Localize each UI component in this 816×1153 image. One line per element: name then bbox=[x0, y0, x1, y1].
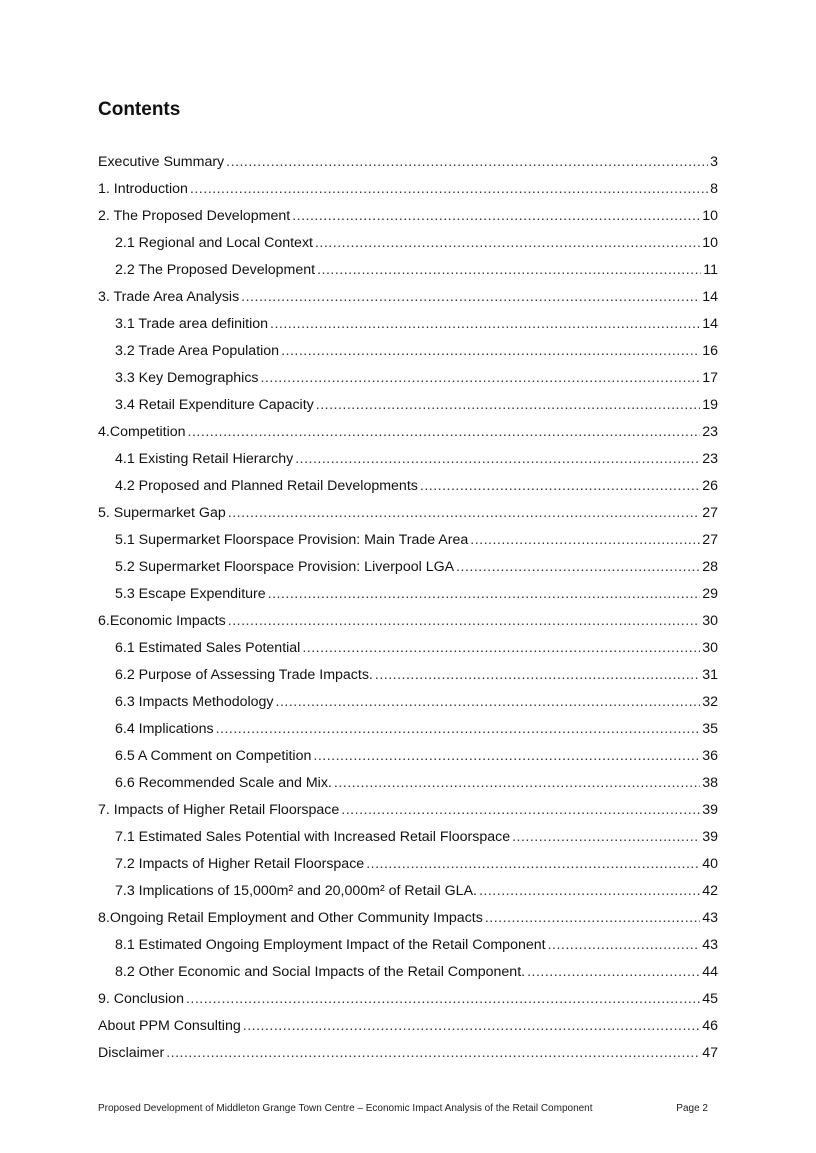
toc-entry-page-number: 43 bbox=[702, 910, 718, 926]
toc-entry[interactable] bbox=[98, 932, 718, 959]
toc-entry-page-number: 39 bbox=[702, 802, 718, 818]
toc-dot-leader bbox=[268, 581, 701, 608]
toc-dot-leader bbox=[243, 1013, 700, 1040]
toc-entry-label: 8.1 Estimated Ongoing Employment Impact of the Retail Component bbox=[115, 937, 546, 953]
toc-entry[interactable] bbox=[98, 1013, 718, 1040]
toc-entry[interactable] bbox=[98, 257, 718, 284]
toc-entry-label: 3.1 Trade area definition bbox=[115, 316, 269, 332]
footer-text: Proposed Development of Middleton Grange Town Centre – Economic Impact Analysis of the Retail Component bbox=[98, 1103, 593, 1114]
toc-entry[interactable] bbox=[98, 581, 718, 608]
toc-entry-page-number: 35 bbox=[702, 721, 718, 737]
toc-entry[interactable] bbox=[98, 527, 718, 554]
footer-page-number: Page 2 bbox=[676, 1103, 708, 1114]
toc-entry-page-number: 27 bbox=[702, 505, 718, 521]
toc-entry-label: 6.4 Implications bbox=[115, 721, 214, 737]
toc-entry-page-number: 29 bbox=[702, 586, 718, 602]
toc-dot-leader bbox=[313, 743, 700, 770]
toc-entry-page-number: 40 bbox=[702, 856, 718, 872]
toc-entry-page-number: 23 bbox=[702, 424, 718, 440]
toc-entry-page-number: 28 bbox=[702, 559, 718, 575]
toc-entry-label: 7. Impacts of Higher Retail Floorspace bbox=[98, 802, 340, 818]
toc-entry-page-number: 27 bbox=[702, 532, 718, 548]
toc-dot-leader bbox=[276, 689, 701, 716]
toc-dot-leader bbox=[188, 419, 701, 446]
toc-entry-label: 6.1 Estimated Sales Potential bbox=[115, 640, 301, 656]
toc-entry[interactable] bbox=[98, 149, 718, 176]
toc-entry-label: 5.1 Supermarket Floorspace Provision: Main Trade Area bbox=[115, 532, 469, 548]
toc-entry[interactable] bbox=[98, 554, 718, 581]
toc-dot-leader bbox=[479, 878, 700, 905]
toc-entry-page-number: 14 bbox=[702, 316, 718, 332]
toc-entry-label: About PPM Consulting bbox=[98, 1018, 241, 1034]
toc-dot-leader bbox=[166, 1040, 700, 1067]
toc-dot-leader bbox=[228, 608, 700, 635]
toc-entry-page-number: 10 bbox=[702, 235, 718, 251]
toc-dot-leader bbox=[317, 257, 701, 284]
toc-entry-page-number: 42 bbox=[702, 883, 718, 899]
toc-dot-leader bbox=[270, 311, 700, 338]
toc-entry-page-number: 30 bbox=[702, 640, 718, 656]
toc-entry[interactable] bbox=[98, 419, 718, 446]
toc-entry-label: 5. Supermarket Gap bbox=[98, 505, 226, 521]
toc-entry-label: 9. Conclusion bbox=[98, 991, 184, 1007]
page-footer bbox=[98, 1103, 708, 1114]
toc-dot-leader bbox=[548, 932, 701, 959]
toc-entry[interactable] bbox=[98, 905, 718, 932]
toc-entry-page-number: 3 bbox=[710, 154, 718, 170]
toc-entry-label: 5.2 Supermarket Floorspace Provision: Liverpool LGA bbox=[115, 559, 455, 575]
toc-entry-page-number: 16 bbox=[702, 343, 718, 359]
toc-entry-page-number: 43 bbox=[702, 937, 718, 953]
toc-entry-label: 7.3 Implications of 15,000m² and 20,000m² of Retail GLA. bbox=[115, 883, 477, 899]
toc-entry-label: 7.2 Impacts of Higher Retail Floorspace bbox=[115, 856, 365, 872]
toc-dot-leader bbox=[281, 338, 700, 365]
toc-entry[interactable] bbox=[98, 473, 718, 500]
toc-entry-label: 3.4 Retail Expenditure Capacity bbox=[115, 397, 314, 413]
toc-dot-leader bbox=[186, 986, 700, 1013]
toc-dot-leader bbox=[334, 770, 700, 797]
toc-dot-leader bbox=[366, 851, 700, 878]
toc-entry-label: 6.5 A Comment on Competition bbox=[115, 748, 312, 764]
toc-dot-leader bbox=[295, 446, 700, 473]
toc-entry[interactable] bbox=[98, 770, 718, 797]
toc-entry-page-number: 8 bbox=[710, 181, 718, 197]
toc-entry[interactable] bbox=[98, 797, 718, 824]
toc-dot-leader bbox=[456, 554, 700, 581]
toc-entry[interactable] bbox=[98, 662, 718, 689]
toc-entry-label: 6.3 Impacts Methodology bbox=[115, 694, 274, 710]
toc-entry-label: 6.6 Recommended Scale and Mix. bbox=[115, 775, 332, 791]
toc-entry[interactable] bbox=[98, 689, 718, 716]
toc-entry-page-number: 38 bbox=[702, 775, 718, 791]
toc-entry-label: Executive Summary bbox=[98, 154, 225, 170]
toc-entry-label: 1. Introduction bbox=[98, 181, 188, 197]
toc-entry[interactable] bbox=[98, 446, 718, 473]
toc-entry-label: 4.Competition bbox=[98, 424, 186, 440]
table-of-contents bbox=[98, 149, 718, 1067]
toc-entry-page-number: 19 bbox=[702, 397, 718, 413]
toc-dot-leader bbox=[261, 365, 701, 392]
toc-entry[interactable] bbox=[98, 608, 718, 635]
toc-entry-label: 3. Trade Area Analysis bbox=[98, 289, 240, 305]
toc-entry-page-number: 44 bbox=[702, 964, 718, 980]
toc-entry[interactable] bbox=[98, 176, 718, 203]
toc-dot-leader bbox=[470, 527, 700, 554]
toc-entry-label: 6.2 Purpose of Assessing Trade Impacts. bbox=[115, 667, 373, 683]
toc-entry-page-number: 26 bbox=[702, 478, 718, 494]
toc-entry[interactable] bbox=[98, 635, 718, 662]
toc-entry-page-number: 11 bbox=[703, 262, 718, 278]
toc-dot-leader bbox=[292, 203, 700, 230]
toc-entry[interactable] bbox=[98, 824, 718, 851]
page-title: Contents bbox=[98, 99, 181, 120]
toc-dot-leader bbox=[190, 176, 708, 203]
toc-dot-leader bbox=[315, 230, 700, 257]
toc-entry[interactable] bbox=[98, 743, 718, 770]
toc-entry-label: 2. The Proposed Development bbox=[98, 208, 291, 224]
toc-entry[interactable] bbox=[98, 392, 718, 419]
toc-entry[interactable] bbox=[98, 284, 718, 311]
toc-entry-page-number: 36 bbox=[702, 748, 718, 764]
toc-entry[interactable] bbox=[98, 203, 718, 230]
toc-entry-label: 4.2 Proposed and Planned Retail Developments bbox=[115, 478, 418, 494]
toc-entry-page-number: 17 bbox=[702, 370, 718, 386]
toc-entry-label: 8.2 Other Economic and Social Impacts of the Retail Component. bbox=[115, 964, 526, 980]
toc-dot-leader bbox=[420, 473, 700, 500]
toc-entry[interactable] bbox=[98, 365, 718, 392]
toc-entry[interactable] bbox=[98, 716, 718, 743]
toc-entry-page-number: 14 bbox=[702, 289, 718, 305]
toc-entry[interactable] bbox=[98, 338, 718, 365]
toc-dot-leader bbox=[228, 500, 700, 527]
toc-entry-page-number: 30 bbox=[702, 613, 718, 629]
toc-dot-leader bbox=[226, 149, 708, 176]
toc-entry-label: 2.2 The Proposed Development bbox=[115, 262, 316, 278]
toc-entry-label: 2.1 Regional and Local Context bbox=[115, 235, 313, 251]
toc-entry-page-number: 46 bbox=[702, 1018, 718, 1034]
toc-entry-label: 3.3 Key Demographics bbox=[115, 370, 259, 386]
toc-dot-leader bbox=[216, 716, 701, 743]
toc-entry[interactable] bbox=[98, 311, 718, 338]
toc-dot-leader bbox=[375, 662, 700, 689]
toc-entry-page-number: 47 bbox=[702, 1045, 718, 1061]
toc-entry-page-number: 23 bbox=[702, 451, 718, 467]
toc-entry-label: 7.1 Estimated Sales Potential with Increased Retail Floorspace bbox=[115, 829, 511, 845]
toc-entry[interactable] bbox=[98, 986, 718, 1013]
toc-dot-leader bbox=[527, 959, 700, 986]
toc-entry-label: 4.1 Existing Retail Hierarchy bbox=[115, 451, 294, 467]
toc-dot-leader bbox=[341, 797, 700, 824]
toc-entry-page-number: 45 bbox=[702, 991, 718, 1007]
toc-entry-label: 8.Ongoing Retail Employment and Other Community Impacts bbox=[98, 910, 483, 926]
toc-dot-leader bbox=[302, 635, 700, 662]
toc-dot-leader bbox=[485, 905, 700, 932]
toc-dot-leader bbox=[512, 824, 700, 851]
toc-entry-page-number: 31 bbox=[702, 667, 718, 683]
toc-entry[interactable] bbox=[98, 851, 718, 878]
toc-entry-label: 6.Economic Impacts bbox=[98, 613, 226, 629]
toc-entry-label: Disclaimer bbox=[98, 1045, 165, 1061]
toc-entry[interactable] bbox=[98, 500, 718, 527]
toc-entry-page-number: 10 bbox=[702, 208, 718, 224]
toc-dot-leader bbox=[316, 392, 700, 419]
toc-entry-page-number: 39 bbox=[702, 829, 718, 845]
toc-entry[interactable] bbox=[98, 878, 718, 905]
toc-dot-leader bbox=[241, 284, 700, 311]
toc-entry-label: 3.2 Trade Area Population bbox=[115, 343, 280, 359]
toc-entry[interactable] bbox=[98, 959, 718, 986]
toc-entry-label: 5.3 Escape Expenditure bbox=[115, 586, 266, 602]
toc-entry[interactable] bbox=[98, 230, 718, 257]
toc-entry-page-number: 32 bbox=[702, 694, 718, 710]
toc-entry[interactable] bbox=[98, 1040, 718, 1067]
